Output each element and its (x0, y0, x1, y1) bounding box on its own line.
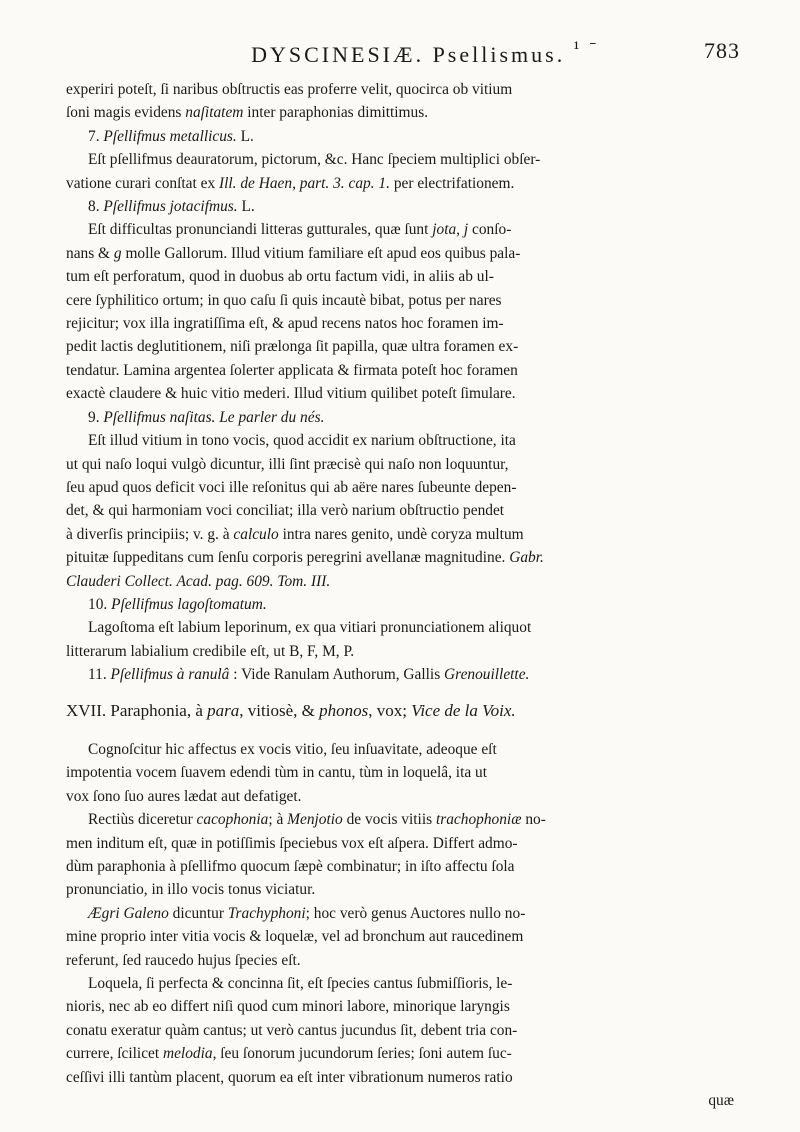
text-line: tendatur. Lamina argentea ſolerter applicata & firmata poteſt hoc foramen (66, 361, 518, 379)
text-line: litterarum labialium credibile eſt, ut B, F, M, P. (66, 642, 355, 660)
text-line: Eſt illud vitium in tono vocis, quod accidit ex narium obſtructione, ita (88, 432, 516, 450)
text-line: Loquela, ſi perfecta & concinna ſit, eſt ſpecies cantus ſubmiſſioris, le- (88, 975, 513, 993)
species-heading-11: 11. Pſellifmus à ranulâ : Vide Ranulam Authorum, Gallis Grenouillette. (88, 666, 530, 684)
text-line: pronunciatio, in illo vocis tonus viciatur. (66, 881, 316, 899)
species-heading-8: 8. Pſellifmus jotacifmus. L. (88, 198, 255, 216)
header-mark: ¹ ˉ (573, 38, 599, 58)
text-line: dùm paraphonia à pſellifmo quocum ſæpè combinatur; in iſto affectu ſola (66, 858, 515, 875)
text-line: exactè claudere & huic vitio mederi. Illud vitium quilibet poteſt ſimulare. (66, 385, 516, 403)
text-line: experiri poteſt, ſi naribus obſtructis eas proferre velit, quocirca ob vitium (66, 81, 513, 98)
citation-line: Clauderi Collect. Acad. pag. 609. Tom. III. (66, 572, 331, 590)
text-line: Eſt pſellifmus deauratorum, pictorum, &c. Hanc ſpeciem multiplici obſer- (88, 151, 541, 169)
text-line: pituitæ ſuppeditans cum ſenſu corporis peregrini avellanæ magnitudine. Gabr. (66, 549, 544, 567)
text-line: currere, ſcilicet melodia, ſeu ſonorum jucundorum ſeries; ſoni autem ſuc- (66, 1045, 512, 1063)
text-line: ceſſivi illi tantùm placent, quorum ea eſt inter vibrationum numeros ratio (66, 1068, 513, 1086)
text-line: vatione curari conſtat ex Ill. de Haen, part. 3. cap. 1. per electrifationem. (66, 174, 515, 192)
running-title: DYSCINESIÆ. Psellismus. (251, 42, 566, 68)
text-line: men inditum eſt, quæ in potiſſimis ſpeciebus vox eſt aſpera. Differt admo- (66, 834, 518, 852)
species-heading-9: 9. Pſellifmus naſitas. Le parler du nés. (88, 408, 325, 426)
text-line: nans & g molle Gallorum. Illud vitium familiare eſt apud eos quibus pala- (66, 244, 521, 262)
page-number: 783 (704, 38, 740, 63)
text-line: mine proprio inter vitia vocis & loquelæ, vel ad bronchum aut raucedinem (66, 928, 524, 946)
text-line: Cognoſcitur hic affectus ex vocis vitio, ſeu inſuavitate, adeoque eſt (88, 740, 497, 758)
text-line: cere ſyphilitico ortum; in quo caſu ſi quis incautè bibat, potus per nares (66, 291, 502, 309)
text-line: pedit lactis deglutitionem, niſi prælonga ſit papilla, quæ ultra foramen ex- (66, 338, 519, 356)
text-line: tum eſt perforatum, quod in duobus ab ortu factum vidi, in aliis ab ul- (66, 268, 494, 286)
text-line: ſeu apud quos deficit voci ille reſonitus qui ab aëre nares ſubeunte depen- (66, 478, 517, 496)
text-line: rejicitur; vox illa ingratiſſima eſt, & apud recens natos hoc foramen im- (66, 315, 504, 333)
text-line: Ægri Galeno dicuntur Trachyphoni; hoc verò genus Auctores nullo no- (88, 904, 526, 922)
text-line: impotentia vocem ſuavem edendi tùm in cantu, tùm in loquelâ, ita ut (66, 764, 488, 782)
catchword: quæ (708, 1092, 734, 1110)
text-line: vox ſono ſuo aures lædat aut defatiget. (66, 787, 302, 805)
text-line: à diverſis principiis; v. g. à calculo intra nares genito, undè coryza multum (66, 525, 524, 543)
text-line: nioris, nec ab eo differt niſi quod cum minori labore, minorique laryngis (66, 998, 510, 1016)
text-line: Eſt difficultas pronunciandi litteras gutturales, quæ ſunt jota, j conſo- (88, 221, 512, 239)
section-heading-xvii: XVII. Paraphonia, à para, vitiosè, & phonos, vox; Vice de la Voix. (66, 700, 516, 720)
text-line: ut qui naſo loqui vulgò dicuntur, illi ſint præcisè qui naſo non loquuntur, (66, 455, 509, 473)
text-line: Rectiùs diceretur cacophonia; à Menjotio de vocis vitiis trachophoniæ no- (88, 811, 546, 829)
text-line: ſoni magis evidens naſitatem inter paraphonias dimittimus. (66, 104, 429, 122)
text-line: referunt, ſed raucedo hujus ſpecies eſt. (66, 951, 301, 969)
text-line: conatu exeratur quàm cantus; ut verò cantus jucundus ſit, debent tria con- (66, 1021, 518, 1039)
text-line: Lagoſtoma eſt labium leporinum, ex qua vitiari pronunciationem aliquot (88, 619, 532, 637)
species-heading-10: 10. Pſellifmus lagoſtomatum. (88, 595, 267, 613)
text-line: det, & qui harmoniam voci conciliat; illa verò narium obſtructio pendet (66, 502, 505, 520)
page-body (66, 78, 744, 1112)
running-header (66, 38, 744, 78)
species-heading-7: 7. Pſellifmus metallicus. L. (88, 127, 254, 145)
